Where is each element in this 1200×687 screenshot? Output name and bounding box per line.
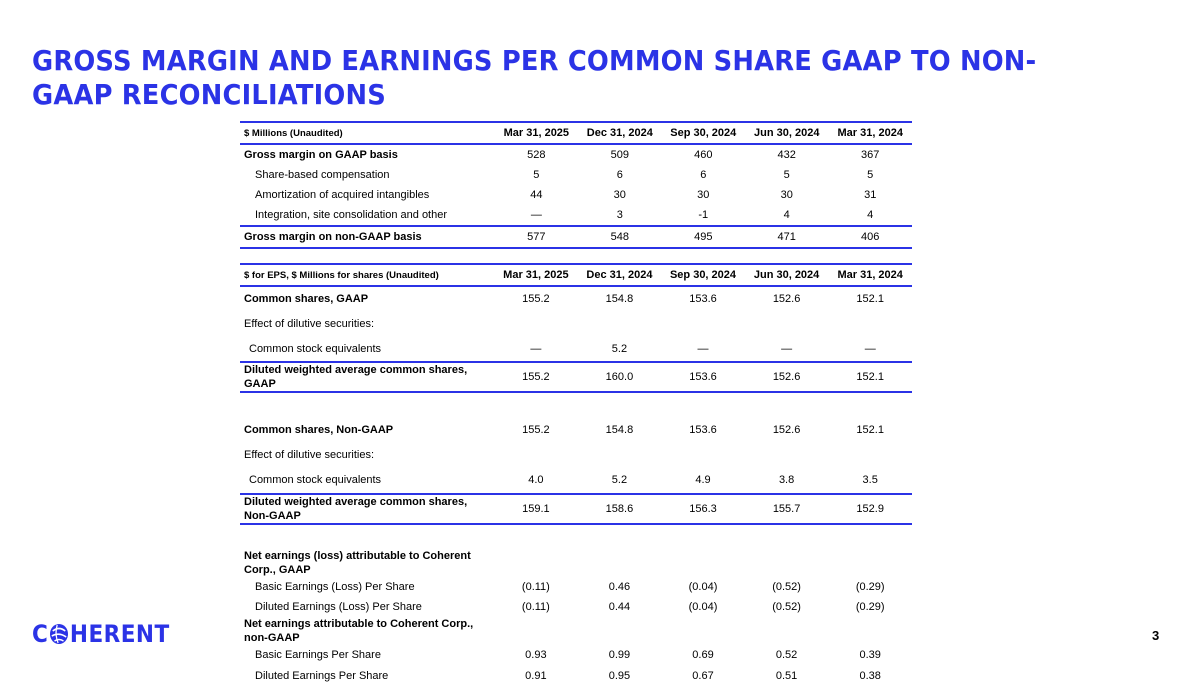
cell: (0.04) xyxy=(688,581,718,593)
cell: (0.11) xyxy=(521,601,550,613)
cell: 152.1 xyxy=(856,424,884,436)
cell: 5.2 xyxy=(611,474,628,486)
row-label: Share-based compensation xyxy=(255,169,390,181)
cell: -1 xyxy=(698,209,709,221)
cell: 30 xyxy=(613,189,626,201)
logo-letter-c: C xyxy=(32,620,49,648)
cell: 3.8 xyxy=(778,474,795,486)
row-label: Net earnings attributable to Coherent Corp., non-GAAP xyxy=(244,618,474,644)
header-label: $ for EPS, $ Millions for shares (Unaudited) xyxy=(240,264,494,286)
cell: 471 xyxy=(745,226,828,248)
cell: 0.67 xyxy=(692,670,714,682)
period-header: Sep 30, 2024 xyxy=(661,264,745,286)
cell: 30 xyxy=(697,189,710,201)
table-total-row xyxy=(240,226,912,248)
cell: 4 xyxy=(783,209,790,221)
cell: — xyxy=(530,343,542,355)
cell: 31 xyxy=(864,189,877,201)
cell: 152.9 xyxy=(828,494,912,524)
cell: 154.8 xyxy=(605,293,634,305)
row-label: Common stock equivalents xyxy=(249,343,382,355)
row-label: Diluted weighted average common shares, Non-GAAP xyxy=(240,494,494,524)
cell: 30 xyxy=(780,189,793,201)
row-label: Gross margin on non-GAAP basis xyxy=(240,226,495,248)
period-header: Mar 31, 2024 xyxy=(828,264,912,286)
cell: 3.5 xyxy=(862,474,878,486)
cell: 0.95 xyxy=(608,670,631,682)
cell: 577 xyxy=(495,226,578,248)
cell: (0.29) xyxy=(855,601,885,613)
logo-text: HERENT xyxy=(69,620,170,648)
globe-icon xyxy=(49,623,69,645)
cell: 152.1 xyxy=(828,362,912,392)
cell: 155.2 xyxy=(522,424,550,436)
cell: 0.51 xyxy=(775,670,798,682)
row-label: Diluted weighted average common shares, GAAP xyxy=(240,362,494,392)
cell: 156.3 xyxy=(661,494,745,524)
period-header: Mar 31, 2025 xyxy=(495,122,578,144)
cell: 5 xyxy=(867,169,874,181)
table-row xyxy=(240,577,912,597)
cell: 152.6 xyxy=(745,362,829,392)
cell: 155.7 xyxy=(745,494,829,524)
row-label: Common stock equivalents xyxy=(249,474,382,486)
table-row xyxy=(240,165,912,185)
cell: 6 xyxy=(616,169,623,181)
cell: 0.38 xyxy=(859,670,881,682)
cell: 460 xyxy=(694,149,713,161)
cell: — xyxy=(530,209,542,221)
table-row xyxy=(240,144,912,165)
cell: 160.0 xyxy=(578,362,662,392)
table-row xyxy=(240,443,912,467)
table-row xyxy=(240,311,912,337)
period-header: Jun 30, 2024 xyxy=(745,264,829,286)
table-section-row xyxy=(240,617,912,645)
cell: 153.6 xyxy=(689,293,717,305)
cell: 3 xyxy=(616,209,623,221)
period-header: Mar 31, 2025 xyxy=(494,264,578,286)
cell: 0.99 xyxy=(608,649,631,661)
cell: (0.04) xyxy=(688,601,718,613)
table-section-row xyxy=(240,549,912,577)
page-number: 3 xyxy=(1152,628,1160,643)
period-header: Dec 31, 2024 xyxy=(578,122,661,144)
coherent-logo xyxy=(32,620,170,648)
cell: 152.6 xyxy=(772,293,801,305)
cell: — xyxy=(697,343,709,355)
period-header: Sep 30, 2024 xyxy=(662,122,745,144)
cell: 152.6 xyxy=(772,424,801,436)
row-label: Gross margin on GAAP basis xyxy=(244,149,398,161)
cell: 5 xyxy=(783,169,790,181)
cell: 0.69 xyxy=(692,649,714,661)
row-label: Amortization of acquired intangibles xyxy=(255,189,430,201)
cell: 152.1 xyxy=(856,293,884,305)
period-header: Jun 30, 2024 xyxy=(745,122,828,144)
table-row xyxy=(240,205,912,226)
cell: 155.2 xyxy=(522,293,550,305)
table-header-row xyxy=(240,122,912,144)
page-title: GROSS MARGIN AND EARNINGS PER COMMON SHARE GAAP TO NON-GAAP RECONCILIATIONS xyxy=(32,44,1037,111)
cell: 548 xyxy=(578,226,661,248)
cell: 5.2 xyxy=(611,343,628,355)
table-row xyxy=(240,337,912,362)
cell: (0.52) xyxy=(772,581,801,593)
cell: 509 xyxy=(610,149,629,161)
row-label: Integration, site consolidation and other xyxy=(255,209,448,221)
table-total-row xyxy=(240,362,912,392)
cell: — xyxy=(864,343,876,355)
cell: 0.39 xyxy=(859,649,881,661)
cell: 5 xyxy=(533,169,540,181)
cell: — xyxy=(781,343,793,355)
table-row xyxy=(240,467,912,494)
row-label: Net earnings (loss) attributable to Coherent Corp., GAAP xyxy=(244,550,471,576)
table-row xyxy=(240,597,912,617)
row-label: Effect of dilutive securities: xyxy=(244,318,375,330)
period-header: Mar 31, 2024 xyxy=(828,122,912,144)
cell: 155.2 xyxy=(494,362,578,392)
table-total-row xyxy=(240,494,912,524)
cell: 158.6 xyxy=(578,494,662,524)
cell: (0.11) xyxy=(521,581,550,593)
cell: 0.46 xyxy=(608,581,631,593)
cell: 6 xyxy=(700,169,707,181)
cell: 432 xyxy=(777,149,796,161)
cell: 153.6 xyxy=(661,362,745,392)
row-label: Common shares, GAAP xyxy=(244,293,369,305)
period-header: Dec 31, 2024 xyxy=(578,264,662,286)
cell: 4 xyxy=(867,209,874,221)
cell: 153.6 xyxy=(689,424,717,436)
cell: 0.44 xyxy=(608,601,631,613)
cell: 367 xyxy=(861,149,880,161)
table-row xyxy=(240,185,912,205)
spacer-row xyxy=(240,524,912,549)
eps-table xyxy=(240,263,912,687)
table-header-row xyxy=(240,264,912,286)
cell: 0.91 xyxy=(525,670,547,682)
table-row xyxy=(240,286,912,311)
table-row xyxy=(240,645,912,665)
cell: 4.9 xyxy=(695,474,711,486)
spacer-row xyxy=(240,392,912,417)
cell: 0.93 xyxy=(525,649,547,661)
header-label: $ Millions (Unaudited) xyxy=(240,122,495,144)
table-row xyxy=(240,665,912,687)
cell: 495 xyxy=(662,226,745,248)
cell: 406 xyxy=(828,226,912,248)
cell: (0.29) xyxy=(855,581,885,593)
row-label: Common shares, Non-GAAP xyxy=(244,424,394,436)
row-label: Effect of dilutive securities: xyxy=(244,449,375,461)
row-label: Diluted Earnings (Loss) Per Share xyxy=(255,601,422,613)
gross-margin-table xyxy=(240,121,912,249)
row-label: Basic Earnings Per Share xyxy=(255,649,381,661)
cell: (0.52) xyxy=(772,601,801,613)
cell: 528 xyxy=(527,149,546,161)
table-row xyxy=(240,417,912,443)
cell: 4.0 xyxy=(528,474,544,486)
row-label: Diluted Earnings Per Share xyxy=(255,670,389,682)
cell: 0.52 xyxy=(775,649,798,661)
row-label: Basic Earnings (Loss) Per Share xyxy=(255,581,415,593)
cell: 154.8 xyxy=(605,424,634,436)
cell: 159.1 xyxy=(494,494,578,524)
cell: 44 xyxy=(530,189,543,201)
